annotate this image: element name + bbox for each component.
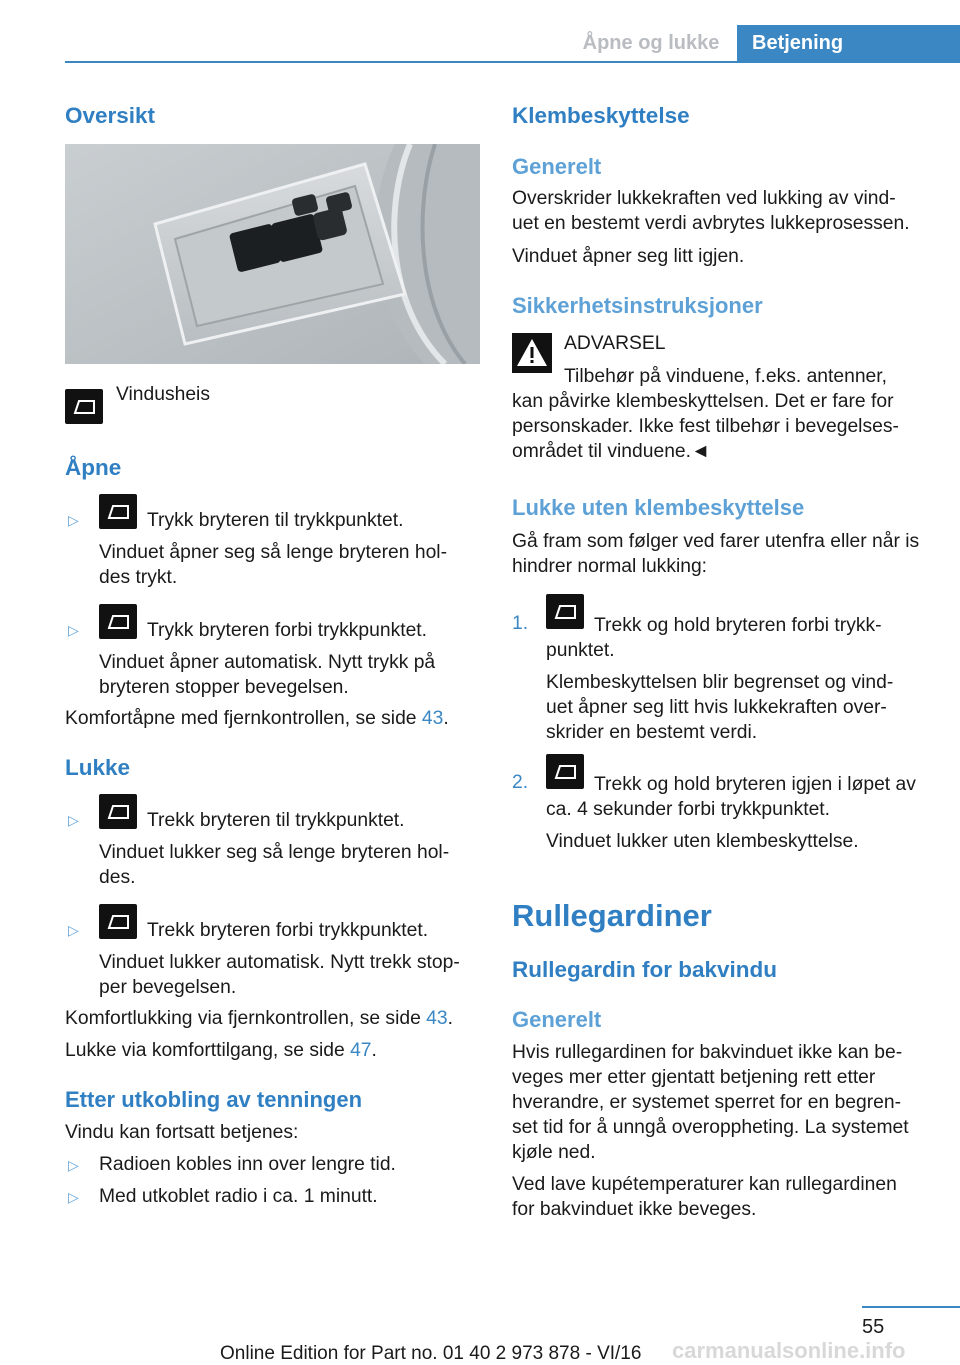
etter-intro: Vindu kan fortsatt betjenes: xyxy=(65,1122,299,1143)
step-2-line: Trekk og hold bryteren igjen i løpet av xyxy=(594,774,916,795)
bullet-marker: ▷ xyxy=(68,922,79,938)
step-2-sub: Vinduet lukker uten klembeskyttelse. xyxy=(546,831,859,852)
etter-heading: Etter utkobling av tenningen xyxy=(65,1087,363,1112)
window-switch-icon xyxy=(99,494,137,529)
image-caption: Vindusheis xyxy=(116,384,210,405)
watermark: carmanualsonline.info xyxy=(672,1338,906,1363)
lukke-item-1-sub: Vinduet lukker seg så lenge bryteren hol- xyxy=(99,842,450,863)
advarsel-line: kan påvirke klembeskyttelsen. Det er fare for xyxy=(512,391,894,412)
etter-item-2: Med utkoblet radio i ca. 1 minutt. xyxy=(99,1186,378,1207)
advarsel-line: området til vinduene.◄ xyxy=(512,441,711,462)
generelt-2-line: set tid for å unngå overoppheting. La systemet xyxy=(512,1117,909,1138)
edition-footer: Online Edition for Part no. 01 40 2 973 878 - VI/16 xyxy=(220,1343,642,1364)
generelt-2-line: hverandre, er systemet sperret for en begren- xyxy=(512,1092,902,1113)
generelt-2-line: veges mer etter gjentatt betjening rett etter xyxy=(512,1067,876,1088)
page-link-43[interactable]: 43 xyxy=(421,708,444,729)
lukke-item-2-main: Trekk bryteren forbi trykkpunktet. xyxy=(147,920,429,941)
lukke-uten-heading: Lukke uten klembeskyttelse xyxy=(512,495,805,520)
step-1-line: Trekk og hold bryteren forbi trykk- xyxy=(594,615,882,636)
bakvindu-heading: Rullegardin for bakvindu xyxy=(512,957,778,982)
header-section-tab: Åpne og lukke xyxy=(582,32,720,54)
step-number: 2. xyxy=(512,772,529,793)
lukke-remote-label: Komfortlukking via fjernkontrollen, se side xyxy=(65,1008,427,1029)
warning-triangle-icon xyxy=(512,333,552,373)
window-switch-icon xyxy=(546,594,584,629)
bullet-marker: ▷ xyxy=(68,512,79,528)
window-switch-photo xyxy=(65,144,480,364)
bullet-marker: ▷ xyxy=(68,1157,79,1173)
generelt-2-heading: Generelt xyxy=(512,1007,602,1032)
etter-item-1: Radioen kobles inn over lengre tid. xyxy=(99,1154,396,1175)
lukke-comfort-text: Lukke via komforttilgang, se side 47. xyxy=(65,1040,377,1061)
page-link-47[interactable]: 47 xyxy=(350,1040,372,1061)
sikkerhet-heading: Sikkerhetsinstruksjoner xyxy=(512,293,763,318)
lukke-remote-text: Komfortlukking via fjernkontrollen, se side 43. xyxy=(65,1008,453,1029)
lukke-uten-line: hindrer normal lukking: xyxy=(512,556,708,577)
apne-item-2-sub-cont: bryteren stopper bevegelsen. xyxy=(99,677,349,698)
window-switch-icon xyxy=(99,794,137,829)
apne-item-2-sub: Vinduet åpner automatisk. Nytt trykk på xyxy=(99,652,436,673)
apne-heading: Åpne xyxy=(65,455,122,480)
generelt-line: uet en bestemt verdi avbrytes lukkeprosessen. xyxy=(512,213,910,234)
generelt-2-line: kjøle ned. xyxy=(512,1142,596,1163)
lukke-comfort-label: Lukke via komforttilgang, se side xyxy=(65,1040,351,1061)
oversikt-heading: Oversikt xyxy=(65,103,156,128)
step-2-line-cont: ca. 4 sekunder forbi trykkpunktet. xyxy=(546,799,831,820)
page-number: 55 xyxy=(862,1316,885,1338)
generelt-paragraph: Vinduet åpner seg litt igjen. xyxy=(512,246,745,267)
advarsel-line: Tilbehør på vinduene, f.eks. antenner, xyxy=(564,366,887,387)
generelt-2-p2-line: for bakvinduet ikke beveges. xyxy=(512,1199,757,1220)
lukke-item-1-main: Trekk bryteren til trykkpunktet. xyxy=(147,810,405,831)
apne-item-1-sub-cont: des trykt. xyxy=(99,567,178,588)
window-switch-icon xyxy=(99,604,137,639)
generelt-2-line: Hvis rullegardinen for bakvinduet ikke kan be- xyxy=(512,1042,903,1063)
bullet-marker: ▷ xyxy=(68,622,79,638)
bullet-marker: ▷ xyxy=(68,1189,79,1205)
apne-remote-text: Komfortåpne med fjernkontrollen, se side 43. xyxy=(65,708,449,729)
step-1-sub: skrider en bestemt verdi. xyxy=(546,722,758,743)
lukke-item-2-sub: Vinduet lukker automatisk. Nytt trekk stop- xyxy=(99,952,460,973)
apne-item-1-main: Trykk bryteren til trykkpunktet. xyxy=(147,510,404,531)
apne-remote-label: Komfortåpne med fjernkontrollen, se side xyxy=(65,708,422,729)
lukke-item-2-sub-cont: per bevegelsen. xyxy=(99,977,237,998)
page-link-43[interactable]: 43 xyxy=(426,1008,448,1029)
advarsel-line: personskader. Ikke fest tilbehør i bevegelses- xyxy=(512,416,899,437)
apne-item-2-main: Trykk bryteren forbi trykkpunktet. xyxy=(147,620,428,641)
step-1-sub: uet åpner seg litt hvis lukkekraften over- xyxy=(546,697,887,718)
rullegardiner-heading: Rullegardiner xyxy=(512,898,712,933)
klembeskyttelse-heading: Klembeskyttelse xyxy=(512,103,690,128)
advarsel-label: ADVARSEL xyxy=(564,333,666,354)
generelt-2-p2-line: Ved lave kupétemperaturer kan rullegardinen xyxy=(512,1174,897,1195)
footer-rule xyxy=(862,1306,960,1308)
header-rule xyxy=(65,61,960,63)
lukke-item-1-sub-cont: des. xyxy=(99,867,136,888)
lukke-uten-line: Gå fram som følger ved farer utenfra eller når is xyxy=(512,531,920,552)
step-1-sub: Klembeskyttelsen blir begrenset og vind- xyxy=(546,672,894,693)
apne-item-1-sub: Vinduet åpner seg så lenge bryteren hol- xyxy=(99,542,448,563)
lukke-heading: Lukke xyxy=(65,755,131,780)
step-1-line-cont: punktet. xyxy=(546,640,615,661)
bullet-marker: ▷ xyxy=(68,812,79,828)
header-chapter-tab: Betjening xyxy=(737,25,960,61)
step-number: 1. xyxy=(512,613,529,634)
generelt-heading: Generelt xyxy=(512,154,602,179)
generelt-line: Overskrider lukkekraften ved lukking av vind- xyxy=(512,188,896,209)
window-switch-icon xyxy=(65,389,103,424)
window-switch-icon xyxy=(99,904,137,939)
window-switch-icon xyxy=(546,754,584,789)
